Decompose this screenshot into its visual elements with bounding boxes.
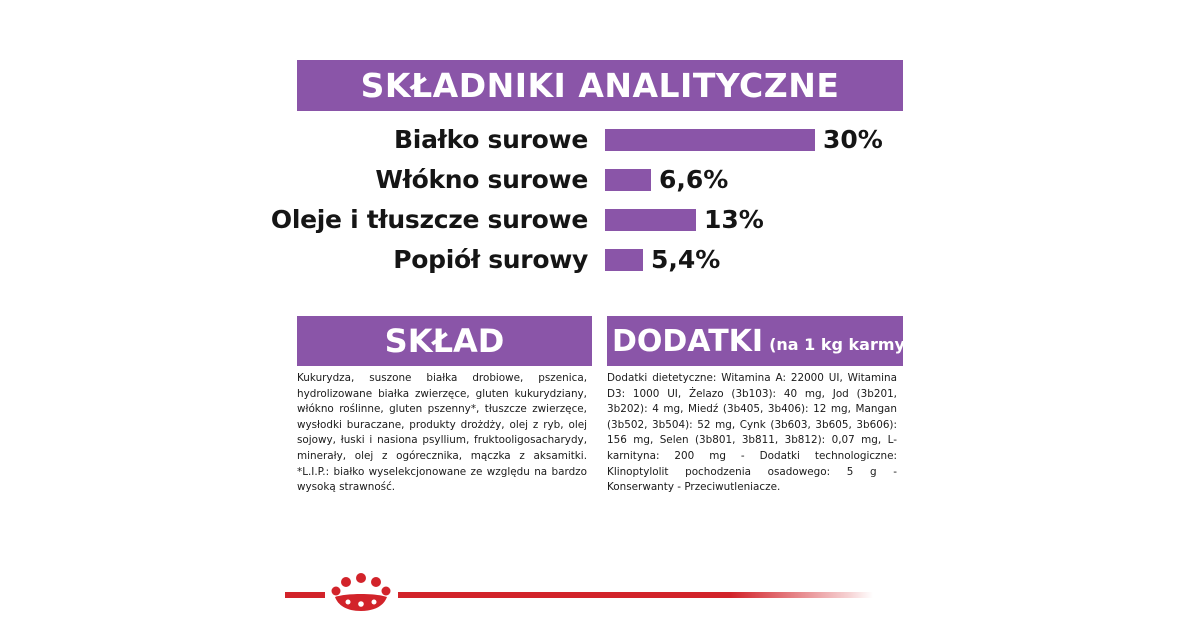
additives-subtitle: (na 1 kg karmy) — [769, 334, 913, 354]
analytic-section-title — [297, 60, 903, 111]
composition-text: Kukurydza, suszone białka drobiowe, pszenica, hydrolizowane białka zwierzęce, gluten kukurydziany, włókno roślinne, gluten pszenny*, tłuszcze zwierzęce, wysłodki buraczane, produkty drożdży, olej z ryb, olej sojowy, łuski i nasiona psyllium, fruktooligosacharydy, minerały, olej z ogórecznika, mączka z aksamitki. *L.I.P.: białko wyselekcjonowane ze względu na bardzo wysoką strawność. — [297, 372, 587, 494]
analytic-row-bar — [605, 249, 643, 271]
analytic-row — [0, 120, 1200, 160]
analytic-title-text: SKŁADNIKI ANALITYCZNE — [360, 66, 840, 105]
analytic-row — [0, 240, 1200, 280]
analytic-row-value: 30% — [823, 125, 883, 154]
footer-line-left — [285, 592, 325, 598]
analytic-row-label: Oleje i tłuszcze surowe — [270, 205, 588, 234]
composition-section-title — [297, 316, 592, 366]
composition-title-text: SKŁAD — [384, 322, 505, 360]
additives-text: Dodatki dietetyczne: Witamina A: 22000 UI, Witamina D3: 1000 UI, Żelazo (3b103): 40 mg, Jod (3b201, 3b202): 4 mg, Miedź (3b405, 3b406): 12 mg, Mangan (3b502, 3b504): 52 mg, Cynk (3b603, 3b605, 3b606): 156 mg, Selen (3b801, 3b811, 3b812): 0,07 mg, L-karnityna: 200 mg - Dodatki technologiczne: Klinoptylolit pochodzenia osadowego: 5 g - Konserwanty - Przeciwutleniacze. — [607, 372, 897, 494]
analytic-row-bar — [605, 209, 696, 231]
analytic-row — [0, 160, 1200, 200]
analytic-row-value: 5,4% — [651, 245, 721, 274]
additives-title-text: DODATKI — [612, 323, 764, 359]
analytic-row-label: Włókno surowe — [375, 165, 588, 194]
analytic-row-label: Białko surowe — [394, 125, 588, 154]
analytic-row-value: 13% — [704, 205, 764, 234]
analytic-row-bar — [605, 169, 651, 191]
analytic-row-label: Popiół surowy — [393, 245, 588, 274]
additives-section-title — [607, 316, 913, 366]
analytic-row-value: 6,6% — [659, 165, 729, 194]
footer-line-right — [398, 592, 873, 598]
analytic-row-bar — [605, 129, 815, 151]
royal-canin-crown-icon — [328, 573, 394, 613]
analytic-row — [0, 200, 1200, 240]
